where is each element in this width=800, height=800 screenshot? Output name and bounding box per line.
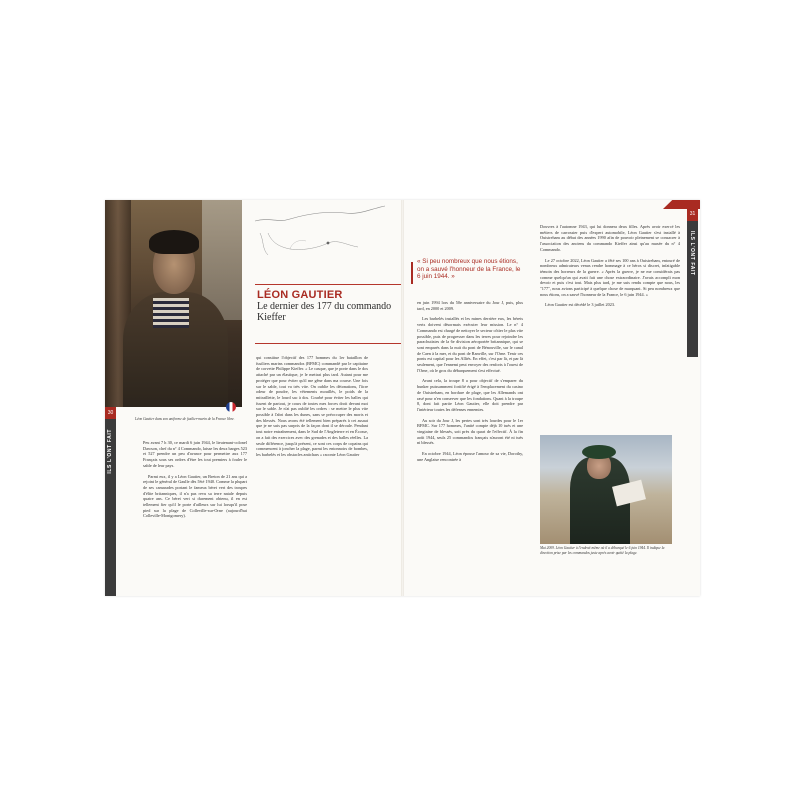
green-beret-icon [582, 445, 616, 459]
portrait-caption: Léon Gautier dans son uniforme de fusilier-marin de la France libre. [135, 417, 235, 421]
photo-striped-shirt [153, 298, 189, 328]
paragraph: Douvres à l'automne 1943, qui lui donnera deux filles. Après avoir exercé les métiers de carrossier puis d'expert automobile, Léon Gautier s'est installé à Ouistreham au début des années 1990 afin de pouvoir pleinement se consacrer à l'association des anciens du commando Kieffer ainsi qu'au musée du n° 4 Commando. [540, 224, 680, 252]
right-section-label: ILS L'ONT FAIT [689, 231, 695, 276]
paragraph: Avant cela, la troupe 8 a pour objectif de s'emparer du bunker puissamment fortifié érigé à l'emplacement du casino de Ouistreham, en bordure de plage, que les Allemands ont rasé pour n'en conserver que les fondations. Quant à la troupe 8, dont fait partie Léon Gautier, elle doit prendre par l'intérieur toutes les défenses ennemies. [417, 378, 523, 412]
french-flag-icon [226, 402, 236, 412]
paragraph: Peu avant 7 h 30, ce mardi 6 juin 1944, le lieutenant-colonel Dawson, chef du n° 4 Commando, laisse les deux barges 523 et 527 prendre un peu d'avance pour permettre aux 177 Français sous ses ordres d'être les tout premiers à fouler le sable de leur pays. [143, 440, 247, 468]
text-column-2 [256, 355, 368, 463]
photo-hair [149, 230, 199, 254]
article-title-block [257, 289, 397, 323]
right-page-number-tab [687, 207, 698, 221]
title-rule-bottom [255, 343, 401, 344]
article-title: LÉON GAUTIER [257, 289, 343, 301]
right-page [403, 200, 700, 596]
veteran-photo-caption: Mai 2009. Léon Gautier à l'endroit même où il a débarqué le 6 juin 1944. Il indique la direction prise par les commandos juste après avoir quitté la plage. [540, 546, 665, 555]
left-page [105, 200, 402, 596]
right-page-number: 31 [689, 211, 696, 217]
paragraph: Léon Gautier est décédé le 3 juillet 2023. [545, 302, 616, 308]
paragraph: Au soir du Jour J, les pertes sont très lourdes pour le 1er BFMC. Sur 177 hommes, l'unité compte déjà 10 tués et une vingtaine de blessés, soit près du quart de l'effectif. À la fin août 1944, seuls 25 commandos français n'auront été ni tués ni blessés. [417, 417, 523, 446]
left-side-band [105, 407, 116, 596]
article-subtitle: Le dernier des 177 du commando Kieffer [257, 301, 392, 323]
title-rule-top [255, 284, 401, 285]
coastline-map [250, 203, 400, 258]
left-section-label: ILS L'ONT FAIT [107, 429, 113, 474]
paragraph: En octobre 1944, Léon épouse l'amour de sa vie, Dorothy, une Anglaise rencontrée à [417, 451, 523, 462]
paragraph: Le 27 octobre 2022, Léon Gautier a fêté ses 100 ans à Ouistreham, entouré de nombreux admirateurs venus rendre hommage à ce héros si discret, infatigable témoin des horreurs de la guerre. « Après la guerre, je ne me considérais pas comme quelqu'un qui avait fait une chose extraordinaire. J'avais accompli mon devoir et puis c'est tout. Mais plus tard, je me suis rendu compte que nous, les "177", nous avions participé à quelque chose de marquant. Si peu nombreux que nous étions, on a sauvé l'honneur de la France, le 6 juin 1944. » [540, 257, 680, 297]
paragraph: en juin 1994 lors du 50e anniversaire du Jour J, puis, plus tard, en 2000 et 2009. [417, 300, 523, 311]
paragraph: Parmi eux, il y a Léon Gautier, un Breton de 21 ans qui a rejoint le général de Gaulle dès l'été 1940. Comme la plupart de ses camarades portant le fameux béret vert des troupes d'élite britanniques, il n'a pas revu sa terre natale depuis quatre ans. Ce béret vert si durement obtenu, il en est tellement fier qu'il le porte d'ailleurs sur lui lorsqu'il pose pied sur la plage de Colleville-sur-Orne (aujourd'hui Colleville-Montgomery). [143, 473, 247, 519]
paragraph: Les barbelés installés et les mines derrière eux, les bérets verts doivent désormais exécuter leur mission. Le n° 4 Commando est chargé de nettoyer le secteur côtier le plus vite possible, puis de progresser dans les terres pour rejoindre les parachutistes de la 6e division aéroportée britannique, qui se sont emparés dans la nuit du pont de Bénouville, sur le canal de Caen à la mer, et du pont de Ranville, sur l'Orne. Tenir ces ponts est capital pour les Alliés. En effet, c'est par là, et par là seulement, que l'ennemi peut envoyer des renforts à l'ouest de l'Orne, où le gros du débarquement s'est effectué. [417, 316, 523, 373]
paragraph: qui constitue l'objectif des 177 hommes du 1er bataillon de fusiliers marins commandos (BFMC) commandé par le capitaine de corvette Philippe Kieffer. « Le casque, que je porte dans le dos attaché par un élastique, je le mettrai plus tard. Autant pour me protéger que pour éviter qu'il me gêne dans ma course. Une fois sur le sable, tout va très vite. On oublie les détonations, l'âcre odeur de poudre, les vêtements mouillés, le poids de la mitraillette, le lourd sac à dos. Courbé pour éviter les balles qui fusent de partout, je cours de toutes mes forces droit devant moi sur le sable. Je n'ai pas oublié les ordres : se mettre le plus vite possible à l'abri dans les dunes, sans se préoccuper des morts et des blessés. Nous avons été tellement bien préparés à cet assaut que je ne suis pas surpris de la façon dont il se déroule. Pendant tout notre entraînement, dans le Sud de l'Angleterre et en Écosse, on a fait des exercices avec des grenades et des balles réelles. La seule différence, jusqu'à présent, ce sont ces corps de copains qui commencent à joncher la plage, parmi les entonnoirs de bombes, les barbelés et les obstacles antichars » raconte Léon Gautier [256, 355, 368, 457]
left-page-number-tab [105, 407, 116, 419]
pull-quote: « Si peu nombreux que nous étions, on a sauvé l'honneur de la France, le 6 juin 1944. » [417, 258, 521, 281]
veteran-photo [540, 435, 672, 544]
book-spread [105, 200, 700, 596]
text-column-3 [417, 300, 523, 468]
text-column-1 [143, 440, 247, 524]
text-column-4 [540, 224, 680, 313]
portrait-photo [105, 200, 242, 407]
pull-quote-bar [411, 262, 413, 284]
left-page-number: 30 [107, 410, 114, 416]
right-side-band [687, 207, 698, 357]
